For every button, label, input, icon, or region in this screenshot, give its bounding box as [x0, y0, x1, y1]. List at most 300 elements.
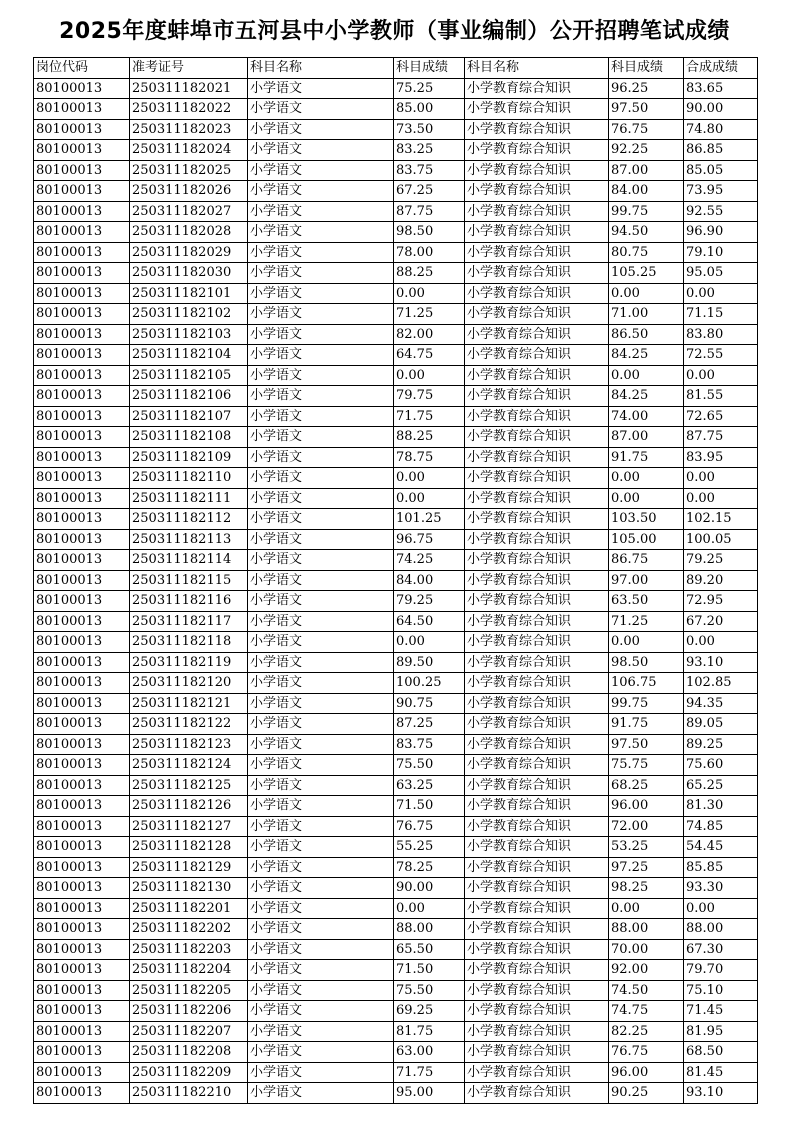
total-score-cell: 68.50	[684, 1042, 758, 1063]
total-score-cell: 79.25	[684, 550, 758, 571]
ticket-number-cell: 250311182107	[130, 406, 248, 427]
ticket-number-cell: 250311182120	[130, 673, 248, 694]
total-score-cell: 83.95	[684, 447, 758, 468]
table-row	[34, 550, 758, 571]
score-1-cell: 0.00	[394, 632, 465, 653]
score-2-cell: 0.00	[609, 468, 684, 489]
position-code-cell: 80100013	[34, 406, 130, 427]
total-score-cell: 65.25	[684, 775, 758, 796]
score-1-cell: 79.25	[394, 591, 465, 612]
score-2-cell: 72.00	[609, 816, 684, 837]
subject-1-cell: 小学语文	[248, 488, 394, 509]
ticket-number-cell: 250311182206	[130, 1001, 248, 1022]
score-2-cell: 0.00	[609, 365, 684, 386]
score-2-cell: 68.25	[609, 775, 684, 796]
subject-1-cell: 小学语文	[248, 263, 394, 284]
subject-2-cell: 小学教育综合知识	[465, 345, 609, 366]
position-code-cell: 80100013	[34, 673, 130, 694]
subject-2-cell: 小学教育综合知识	[465, 611, 609, 632]
subject-2-cell: 小学教育综合知识	[465, 181, 609, 202]
subject-2-cell: 小学教育综合知识	[465, 427, 609, 448]
position-code-cell: 80100013	[34, 529, 130, 550]
position-code-cell: 80100013	[34, 345, 130, 366]
total-score-cell: 83.65	[684, 78, 758, 99]
score-1-cell: 89.50	[394, 652, 465, 673]
ticket-number-cell: 250311182115	[130, 570, 248, 591]
score-2-cell: 0.00	[609, 283, 684, 304]
ticket-number-cell: 250311182102	[130, 304, 248, 325]
ticket-number-cell: 250311182113	[130, 529, 248, 550]
subject-2-cell: 小学教育综合知识	[465, 673, 609, 694]
ticket-number-cell: 250311182208	[130, 1042, 248, 1063]
ticket-number-cell: 250311182110	[130, 468, 248, 489]
subject-1-cell: 小学语文	[248, 324, 394, 345]
position-code-cell: 80100013	[34, 550, 130, 571]
score-1-cell: 78.00	[394, 242, 465, 263]
ticket-number-cell: 250311182201	[130, 898, 248, 919]
score-1-cell: 67.25	[394, 181, 465, 202]
table-row	[34, 509, 758, 530]
score-2-cell: 99.75	[609, 693, 684, 714]
table-row	[34, 488, 758, 509]
subject-1-cell: 小学语文	[248, 242, 394, 263]
total-score-cell: 89.05	[684, 714, 758, 735]
total-score-cell: 0.00	[684, 898, 758, 919]
ticket-number-cell: 250311182128	[130, 837, 248, 858]
ticket-number-cell: 250311182111	[130, 488, 248, 509]
score-2-cell: 92.00	[609, 960, 684, 981]
total-score-cell: 81.95	[684, 1021, 758, 1042]
table-row	[34, 468, 758, 489]
table-row	[34, 1021, 758, 1042]
position-code-cell: 80100013	[34, 1001, 130, 1022]
subject-1-cell: 小学语文	[248, 693, 394, 714]
subject-2-cell: 小学教育综合知识	[465, 550, 609, 571]
ticket-number-cell: 250311182122	[130, 714, 248, 735]
table-row	[34, 1001, 758, 1022]
subject-2-cell: 小学教育综合知识	[465, 1042, 609, 1063]
table-row	[34, 857, 758, 878]
position-code-cell: 80100013	[34, 304, 130, 325]
subject-2-cell: 小学教育综合知识	[465, 386, 609, 407]
subject-2-cell: 小学教育综合知识	[465, 898, 609, 919]
score-1-cell: 88.00	[394, 919, 465, 940]
score-2-cell: 106.75	[609, 673, 684, 694]
total-score-cell: 81.30	[684, 796, 758, 817]
score-1-cell: 76.75	[394, 816, 465, 837]
score-1-cell: 95.00	[394, 1083, 465, 1104]
total-score-cell: 74.80	[684, 119, 758, 140]
position-code-cell: 80100013	[34, 324, 130, 345]
table-row	[34, 201, 758, 222]
subject-1-cell: 小学语文	[248, 919, 394, 940]
total-score-cell: 0.00	[684, 283, 758, 304]
table-row	[34, 119, 758, 140]
subject-2-cell: 小学教育综合知识	[465, 140, 609, 161]
ticket-number-cell: 250311182028	[130, 222, 248, 243]
score-1-cell: 83.25	[394, 140, 465, 161]
score-table	[33, 57, 758, 1104]
subject-2-cell: 小学教育综合知识	[465, 488, 609, 509]
header-position-code: 岗位代码	[34, 58, 130, 79]
total-score-cell: 93.30	[684, 878, 758, 899]
total-score-cell: 73.95	[684, 181, 758, 202]
score-2-cell: 84.25	[609, 345, 684, 366]
total-score-cell: 0.00	[684, 365, 758, 386]
score-2-cell: 105.25	[609, 263, 684, 284]
subject-2-cell: 小学教育综合知识	[465, 99, 609, 120]
header-ticket-number: 准考证号	[130, 58, 248, 79]
score-2-cell: 87.00	[609, 160, 684, 181]
score-1-cell: 83.75	[394, 160, 465, 181]
total-score-cell: 75.60	[684, 755, 758, 776]
position-code-cell: 80100013	[34, 119, 130, 140]
table-row	[34, 898, 758, 919]
subject-1-cell: 小学语文	[248, 1042, 394, 1063]
score-2-cell: 96.00	[609, 1062, 684, 1083]
score-1-cell: 71.75	[394, 1062, 465, 1083]
ticket-number-cell: 250311182125	[130, 775, 248, 796]
position-code-cell: 80100013	[34, 365, 130, 386]
subject-1-cell: 小学语文	[248, 632, 394, 653]
score-1-cell: 90.75	[394, 693, 465, 714]
total-score-cell: 94.35	[684, 693, 758, 714]
subject-2-cell: 小学教育综合知识	[465, 837, 609, 858]
subject-2-cell: 小学教育综合知识	[465, 201, 609, 222]
total-score-cell: 81.55	[684, 386, 758, 407]
ticket-number-cell: 250311182124	[130, 755, 248, 776]
subject-2-cell: 小学教育综合知识	[465, 919, 609, 940]
score-2-cell: 92.25	[609, 140, 684, 161]
subject-1-cell: 小学语文	[248, 1001, 394, 1022]
table-row	[34, 1062, 758, 1083]
subject-1-cell: 小学语文	[248, 119, 394, 140]
subject-2-cell: 小学教育综合知识	[465, 878, 609, 899]
subject-1-cell: 小学语文	[248, 447, 394, 468]
ticket-number-cell: 250311182101	[130, 283, 248, 304]
score-2-cell: 96.25	[609, 78, 684, 99]
ticket-number-cell: 250311182207	[130, 1021, 248, 1042]
subject-1-cell: 小学语文	[248, 304, 394, 325]
ticket-number-cell: 250311182123	[130, 734, 248, 755]
score-1-cell: 83.75	[394, 734, 465, 755]
table-row	[34, 775, 758, 796]
total-score-cell: 0.00	[684, 632, 758, 653]
table-row	[34, 693, 758, 714]
table-row	[34, 919, 758, 940]
subject-2-cell: 小学教育综合知识	[465, 324, 609, 345]
ticket-number-cell: 250311182209	[130, 1062, 248, 1083]
subject-2-cell: 小学教育综合知识	[465, 1021, 609, 1042]
position-code-cell: 80100013	[34, 427, 130, 448]
subject-2-cell: 小学教育综合知识	[465, 263, 609, 284]
table-row	[34, 611, 758, 632]
table-row	[34, 755, 758, 776]
table-row	[34, 673, 758, 694]
score-1-cell: 87.75	[394, 201, 465, 222]
subject-2-cell: 小学教育综合知识	[465, 1001, 609, 1022]
total-score-cell: 89.20	[684, 570, 758, 591]
table-row	[34, 796, 758, 817]
score-2-cell: 86.50	[609, 324, 684, 345]
score-1-cell: 71.75	[394, 406, 465, 427]
subject-1-cell: 小学语文	[248, 714, 394, 735]
score-2-cell: 71.00	[609, 304, 684, 325]
ticket-number-cell: 250311182121	[130, 693, 248, 714]
ticket-number-cell: 250311182202	[130, 919, 248, 940]
score-2-cell: 98.25	[609, 878, 684, 899]
total-score-cell: 93.10	[684, 652, 758, 673]
score-1-cell: 74.25	[394, 550, 465, 571]
subject-1-cell: 小学语文	[248, 837, 394, 858]
score-1-cell: 75.50	[394, 755, 465, 776]
position-code-cell: 80100013	[34, 1062, 130, 1083]
table-row	[34, 140, 758, 161]
subject-2-cell: 小学教育综合知识	[465, 160, 609, 181]
score-1-cell: 71.25	[394, 304, 465, 325]
ticket-number-cell: 250311182204	[130, 960, 248, 981]
score-2-cell: 71.25	[609, 611, 684, 632]
score-1-cell: 88.25	[394, 263, 465, 284]
position-code-cell: 80100013	[34, 652, 130, 673]
score-1-cell: 98.50	[394, 222, 465, 243]
position-code-cell: 80100013	[34, 980, 130, 1001]
score-1-cell: 85.00	[394, 99, 465, 120]
total-score-cell: 71.45	[684, 1001, 758, 1022]
ticket-number-cell: 250311182024	[130, 140, 248, 161]
position-code-cell: 80100013	[34, 99, 130, 120]
table-row	[34, 222, 758, 243]
ticket-number-cell: 250311182106	[130, 386, 248, 407]
table-row	[34, 1042, 758, 1063]
table-row	[34, 570, 758, 591]
score-2-cell: 88.00	[609, 919, 684, 940]
ticket-number-cell: 250311182130	[130, 878, 248, 899]
position-code-cell: 80100013	[34, 755, 130, 776]
ticket-number-cell: 250311182104	[130, 345, 248, 366]
subject-2-cell: 小学教育综合知识	[465, 857, 609, 878]
total-score-cell: 90.00	[684, 99, 758, 120]
table-row	[34, 1083, 758, 1104]
position-code-cell: 80100013	[34, 1083, 130, 1104]
subject-2-cell: 小学教育综合知识	[465, 119, 609, 140]
table-row	[34, 980, 758, 1001]
subject-1-cell: 小学语文	[248, 939, 394, 960]
position-code-cell: 80100013	[34, 857, 130, 878]
ticket-number-cell: 250311182129	[130, 857, 248, 878]
subject-2-cell: 小学教育综合知识	[465, 406, 609, 427]
subject-2-cell: 小学教育综合知识	[465, 714, 609, 735]
ticket-number-cell: 250311182023	[130, 119, 248, 140]
score-2-cell: 86.75	[609, 550, 684, 571]
subject-1-cell: 小学语文	[248, 591, 394, 612]
subject-1-cell: 小学语文	[248, 365, 394, 386]
subject-1-cell: 小学语文	[248, 386, 394, 407]
ticket-number-cell: 250311182109	[130, 447, 248, 468]
subject-1-cell: 小学语文	[248, 1062, 394, 1083]
table-row	[34, 283, 758, 304]
total-score-cell: 0.00	[684, 468, 758, 489]
score-2-cell: 99.75	[609, 201, 684, 222]
subject-2-cell: 小学教育综合知识	[465, 775, 609, 796]
table-row	[34, 652, 758, 673]
score-2-cell: 80.75	[609, 242, 684, 263]
header-subject-2: 科目名称	[465, 58, 609, 79]
position-code-cell: 80100013	[34, 591, 130, 612]
ticket-number-cell: 250311182126	[130, 796, 248, 817]
score-2-cell: 94.50	[609, 222, 684, 243]
table-row	[34, 181, 758, 202]
total-score-cell: 72.55	[684, 345, 758, 366]
subject-2-cell: 小学教育综合知识	[465, 529, 609, 550]
score-1-cell: 78.25	[394, 857, 465, 878]
position-code-cell: 80100013	[34, 714, 130, 735]
total-score-cell: 74.85	[684, 816, 758, 837]
table-row	[34, 734, 758, 755]
table-row	[34, 406, 758, 427]
position-code-cell: 80100013	[34, 939, 130, 960]
subject-1-cell: 小学语文	[248, 140, 394, 161]
score-1-cell: 55.25	[394, 837, 465, 858]
position-code-cell: 80100013	[34, 816, 130, 837]
subject-1-cell: 小学语文	[248, 99, 394, 120]
score-1-cell: 73.50	[394, 119, 465, 140]
score-2-cell: 96.00	[609, 796, 684, 817]
subject-1-cell: 小学语文	[248, 980, 394, 1001]
total-score-cell: 72.65	[684, 406, 758, 427]
ticket-number-cell: 250311182119	[130, 652, 248, 673]
score-1-cell: 79.75	[394, 386, 465, 407]
total-score-cell: 100.05	[684, 529, 758, 550]
position-code-cell: 80100013	[34, 488, 130, 509]
score-2-cell: 91.75	[609, 714, 684, 735]
score-2-cell: 63.50	[609, 591, 684, 612]
ticket-number-cell: 250311182026	[130, 181, 248, 202]
position-code-cell: 80100013	[34, 386, 130, 407]
score-1-cell: 64.50	[394, 611, 465, 632]
score-1-cell: 78.75	[394, 447, 465, 468]
score-1-cell: 0.00	[394, 365, 465, 386]
total-score-cell: 86.85	[684, 140, 758, 161]
score-2-cell: 97.50	[609, 734, 684, 755]
score-1-cell: 69.25	[394, 1001, 465, 1022]
subject-1-cell: 小学语文	[248, 181, 394, 202]
score-1-cell: 63.25	[394, 775, 465, 796]
position-code-cell: 80100013	[34, 283, 130, 304]
position-code-cell: 80100013	[34, 734, 130, 755]
score-2-cell: 91.75	[609, 447, 684, 468]
score-2-cell: 98.50	[609, 652, 684, 673]
score-2-cell: 0.00	[609, 898, 684, 919]
subject-1-cell: 小学语文	[248, 1021, 394, 1042]
ticket-number-cell: 250311182022	[130, 99, 248, 120]
ticket-number-cell: 250311182105	[130, 365, 248, 386]
position-code-cell: 80100013	[34, 222, 130, 243]
total-score-cell: 0.00	[684, 488, 758, 509]
total-score-cell: 83.80	[684, 324, 758, 345]
total-score-cell: 71.15	[684, 304, 758, 325]
score-2-cell: 97.50	[609, 99, 684, 120]
table-row	[34, 345, 758, 366]
position-code-cell: 80100013	[34, 632, 130, 653]
score-2-cell: 84.00	[609, 181, 684, 202]
table-row	[34, 99, 758, 120]
subject-2-cell: 小学教育综合知识	[465, 591, 609, 612]
position-code-cell: 80100013	[34, 263, 130, 284]
header-row	[34, 58, 758, 79]
subject-1-cell: 小学语文	[248, 898, 394, 919]
subject-2-cell: 小学教育综合知识	[465, 632, 609, 653]
table-row	[34, 263, 758, 284]
score-1-cell: 0.00	[394, 283, 465, 304]
subject-2-cell: 小学教育综合知识	[465, 365, 609, 386]
table-row	[34, 324, 758, 345]
score-2-cell: 82.25	[609, 1021, 684, 1042]
subject-1-cell: 小学语文	[248, 406, 394, 427]
table-row	[34, 447, 758, 468]
score-2-cell: 53.25	[609, 837, 684, 858]
score-1-cell: 84.00	[394, 570, 465, 591]
ticket-number-cell: 250311182112	[130, 509, 248, 530]
subject-2-cell: 小学教育综合知识	[465, 78, 609, 99]
score-1-cell: 81.75	[394, 1021, 465, 1042]
position-code-cell: 80100013	[34, 878, 130, 899]
subject-2-cell: 小学教育综合知识	[465, 796, 609, 817]
score-1-cell: 87.25	[394, 714, 465, 735]
score-1-cell: 65.50	[394, 939, 465, 960]
position-code-cell: 80100013	[34, 160, 130, 181]
position-code-cell: 80100013	[34, 201, 130, 222]
subject-2-cell: 小学教育综合知识	[465, 304, 609, 325]
score-2-cell: 84.25	[609, 386, 684, 407]
subject-2-cell: 小学教育综合知识	[465, 283, 609, 304]
subject-1-cell: 小学语文	[248, 857, 394, 878]
subject-1-cell: 小学语文	[248, 878, 394, 899]
score-1-cell: 0.00	[394, 488, 465, 509]
position-code-cell: 80100013	[34, 960, 130, 981]
subject-2-cell: 小学教育综合知识	[465, 755, 609, 776]
score-1-cell: 96.75	[394, 529, 465, 550]
subject-1-cell: 小学语文	[248, 734, 394, 755]
position-code-cell: 80100013	[34, 181, 130, 202]
score-2-cell: 70.00	[609, 939, 684, 960]
score-2-cell: 0.00	[609, 632, 684, 653]
table-row	[34, 529, 758, 550]
subject-2-cell: 小学教育综合知识	[465, 652, 609, 673]
ticket-number-cell: 250311182117	[130, 611, 248, 632]
ticket-number-cell: 250311182114	[130, 550, 248, 571]
header-total-score: 合成成绩	[684, 58, 758, 79]
position-code-cell: 80100013	[34, 1021, 130, 1042]
subject-2-cell: 小学教育综合知识	[465, 1062, 609, 1083]
document-title: 2025年度蚌埠市五河县中小学教师（事业编制）公开招聘笔试成绩	[59, 19, 730, 44]
ticket-number-cell: 250311182103	[130, 324, 248, 345]
ticket-number-cell: 250311182108	[130, 427, 248, 448]
position-code-cell: 80100013	[34, 775, 130, 796]
ticket-number-cell: 250311182127	[130, 816, 248, 837]
subject-1-cell: 小学语文	[248, 755, 394, 776]
position-code-cell: 80100013	[34, 140, 130, 161]
position-code-cell: 80100013	[34, 611, 130, 632]
header-score-1: 科目成绩	[394, 58, 465, 79]
table-row	[34, 591, 758, 612]
table-row	[34, 160, 758, 181]
score-2-cell: 90.25	[609, 1083, 684, 1104]
subject-2-cell: 小学教育综合知识	[465, 570, 609, 591]
total-score-cell: 72.95	[684, 591, 758, 612]
total-score-cell: 102.15	[684, 509, 758, 530]
position-code-cell: 80100013	[34, 468, 130, 489]
